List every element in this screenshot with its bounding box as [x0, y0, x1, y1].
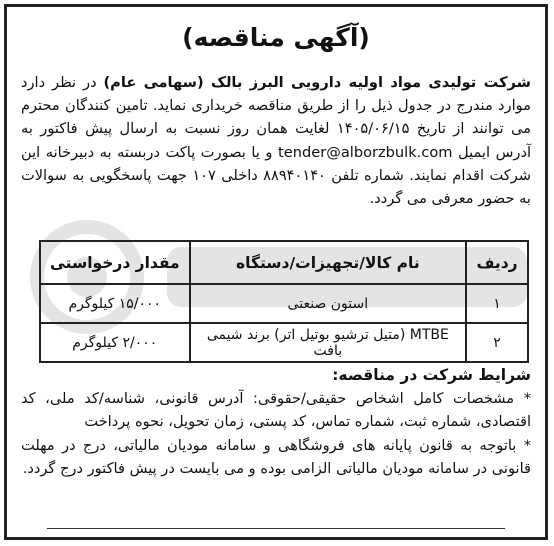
- item-quantity: ۲/۰۰۰ کیلوگرم: [40, 323, 190, 362]
- notice-frame: [4, 4, 548, 540]
- item-name: استون صنعتی: [190, 284, 467, 323]
- header-item-name: نام کالا/تجهیزات/دستگاه: [190, 241, 467, 284]
- conditions-heading: شرایط شرکت در مناقصه:: [332, 366, 531, 384]
- row-number: ۱: [466, 284, 528, 323]
- table-row: [40, 323, 528, 362]
- header-quantity: مقدار درخواستی: [40, 241, 190, 284]
- table-header-row: [40, 241, 528, 284]
- row-number: ۲: [466, 323, 528, 362]
- intro-text-1: در نظر دارد موارد مندرج در جدول ذیل را از طریق مناقصه خریداری نماید. تامین کنندگان محترم می توانند از تاریخ ۱۴۰۵/۰۶/۱۵ لغایت همان روز نسبت به ارسال پیش فاکتور به آدرس ایمیل: [21, 74, 531, 161]
- notice-title: (آگهی مناقصه): [182, 23, 370, 52]
- table-row: [40, 284, 528, 323]
- bottom-divider: [47, 528, 505, 529]
- item-quantity: ۱۵/۰۰۰ کیلوگرم: [40, 284, 190, 323]
- items-table: [39, 240, 529, 363]
- condition-item: * مشخصات کامل اشخاص حقیقی/حقوقی: آدرس قانونی، شناسه/کد ملی، کد اقتصادی، شماره ثبت، شماره تماس، کد پستی، زمان تحویل، نحوه پرداخت: [21, 390, 531, 431]
- header-row-number: ردیف: [466, 241, 528, 284]
- item-name: MTBE (متیل ترشیو بوتیل اتر) برند شیمی بافت: [190, 323, 467, 362]
- condition-item: * باتوجه به قانون پایانه های فروشگاهی و سامانه مودیان مالیاتی، درج در مهلت قانونی در سامانه مودیان مالیاتی الزامی بوده و می بایست در پیش فاکتور درج گردد.: [21, 436, 531, 477]
- intro-text-2: و یا بصورت پاکت دربسته به دبیرخانه این شرکت اقدام نمایند. شماره تلفن ۸۸۹۴۰۱۴۰ داخلی ۱۰۷ جهت پاسخگویی به سوالات به حضور معرفی می گردد.: [21, 143, 531, 208]
- email-address: tender@alborzbulk.com: [278, 143, 453, 161]
- conditions-section: [21, 364, 531, 480]
- company-name: شرکت تولیدی مواد اولیه دارویی البرز بالک (سهامی عام): [103, 74, 531, 91]
- notice-intro: [21, 71, 531, 210]
